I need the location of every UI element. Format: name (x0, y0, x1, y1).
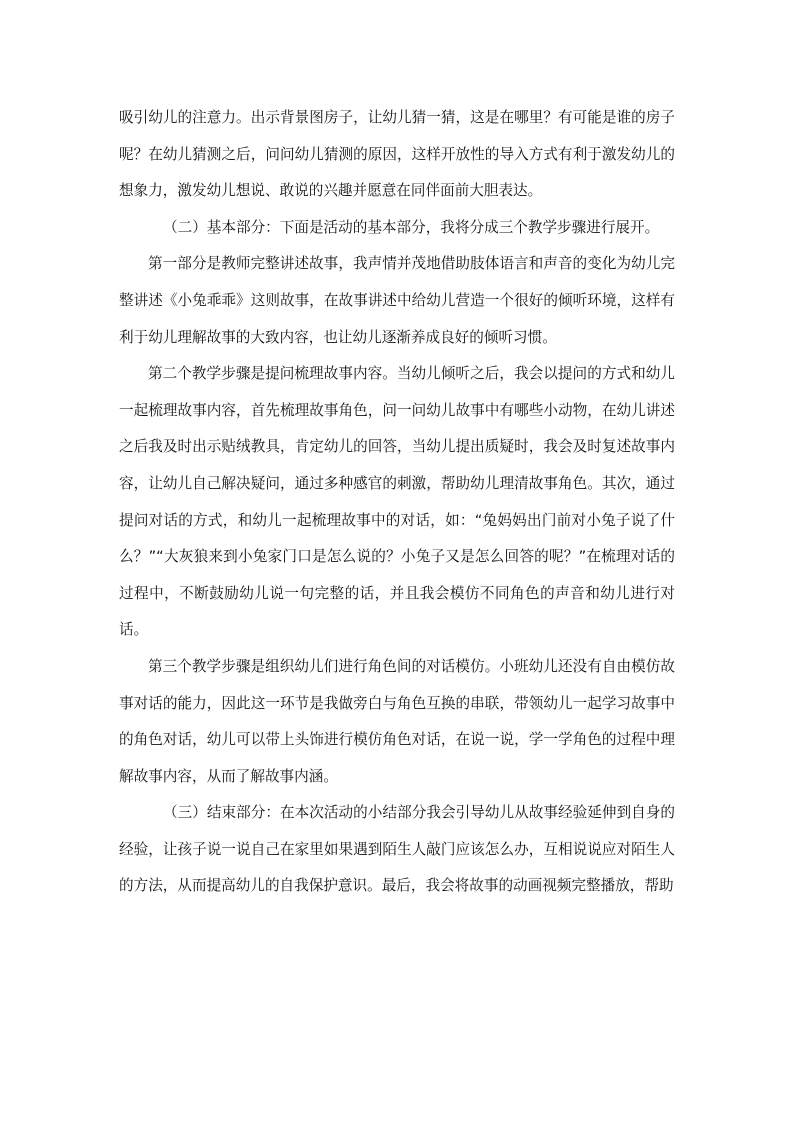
paragraph-step-three: 第三个教学步骤是组织幼儿们进行角色间的对话模仿。小班幼儿还没有自由模仿故事对话的能力，因此这一环节是我做旁白与角色互换的串联，带领幼儿一起学习故事中的角色对话，幼儿可以带上头饰进行模仿角色对话，在说一说，学一学角色的过程中理解故事内容，从而了解故事内涵。 (119, 657, 675, 785)
paragraph-intro-continuation: 吸引幼儿的注意力。出示背景图房子，让幼儿猜一猜，这是在哪里？有可能是谁的房子呢？在幼儿猜测之后，问问幼儿猜测的原因，这样开放性的导入方式有利于激发幼儿的想象力，激发幼儿想说、敢说的兴趣并愿意在同伴面前大胆表达。 (119, 109, 675, 200)
document-body (119, 100, 675, 905)
paragraph-section-three: （三）结束部分：在本次活动的小结部分我会引导幼儿从故事经验延伸到自身的经验，让孩子说一说自己在家里如果遇到陌生人敲门应该怎么办，互相说说应对陌生人的方法，从而提高幼儿的自我保护意识。最后，我会将故事的动画视频完整播放，帮助 (119, 804, 675, 895)
paragraph-section-two-heading: （二）基本部分：下面是活动的基本部分，我将分成三个教学步骤进行展开。 (163, 218, 660, 236)
paragraph-step-one: 第一部分是教师完整讲述故事，我声情并茂地借助肢体语言和声音的变化为幼儿完整讲述《小兔乖乖》这则故事，在故事讲述中给幼儿营造一个很好的倾听环境，这样有利于幼儿理解故事的大致内容，也让幼儿逐渐养成良好的倾听习惯。 (119, 255, 675, 346)
paragraph-step-two: 第二个教学步骤是提问梳理故事内容。当幼儿倾听之后，我会以提问的方式和幼儿一起梳理故事内容，首先梳理故事角色，问一问幼儿故事中有哪些小动物，在幼儿讲述之后我及时出示贴绒教具，肯定幼儿的回答，当幼儿提出质疑时，我会及时复述故事内容，让幼儿自己解决疑问，通过多种感官的刺激，帮助幼儿理清故事角色。其次，通过提问对话的方式，和幼儿一起梳理故事中的对话，如：“兔妈妈出门前对小兔子说了什么？”“大灰狼来到小兔家门口是怎么说的？小兔子又是怎么回答的呢？”在梳理对话的过程中，不断鼓励幼儿说一句完整的话，并且我会模仿不同角色的声音和幼儿进行对话。 (119, 365, 675, 639)
